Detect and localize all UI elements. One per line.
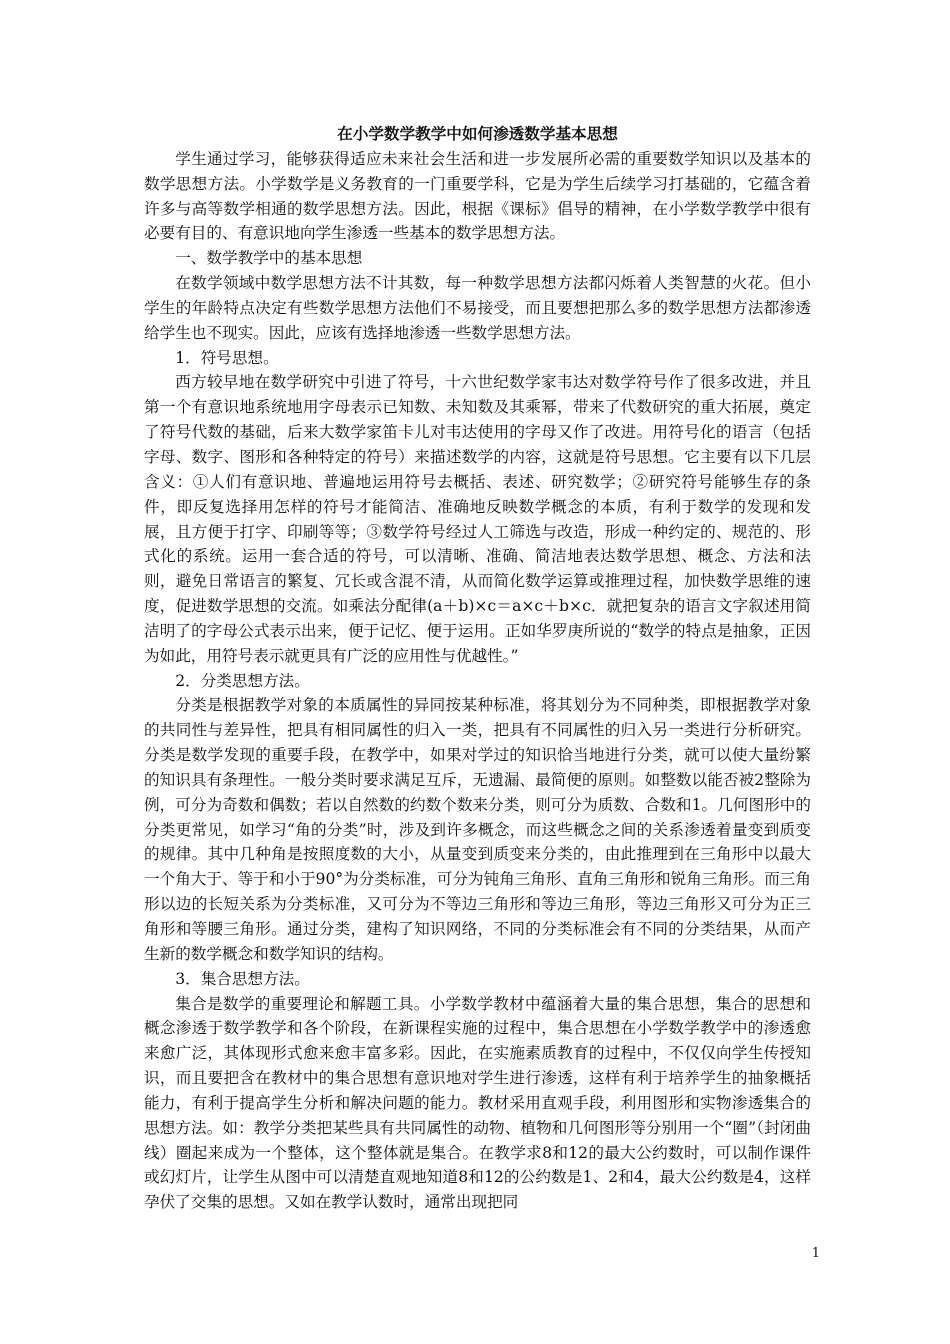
- intro-paragraph: 学生通过学习，能够获得适应未来社会生活和进一步发展所必需的重要数学知识以及基本的数学思想方法。小学数学是义务教育的一门重要学科，它是为学生后续学习打基础的，它蕴含着许多与高等数学相通的数学思想方法。因此，根据《课标》倡导的精神，在小学数学教学中很有必要有目的、有意识地向学生渗透一些基本的数学思想方法。: [144, 149, 811, 243]
- set-theory-paragraph: 集合是数学的重要理论和解题工具。小学数学教材中蕴涵着大量的集合思想，集合的思想和概念渗透于数学教学和各个阶段，在新课程实施的过程中，集合思想在小学数学教学中的渗透愈来愈广泛，其体现形式愈来愈丰富多彩。因此，在实施素质教育的过程中，不仅仅向学生传授知识，而且要把含在教材中的集合思想有意识地对学生进行渗透，这样有利于培养学生的抽象概括能力，有利于提高学生分析和解决问题的能力。教材采用直观手段，利用图形和实物渗透集合的思想方法。如：教学分类把某些具有共同属性的动物、植物和几何图形等分别用一个“圈”（封闭曲线）圈起来成为一个整体，这个整体就是集合。在教学求8和12的最大公约数时，可以制作课件或幻灯片，让学生从图中可以清楚直观地知道8和12的公约数是1、2和4，最大公约数是4，这样孕伏了交集的思想。又如在教学认数时，通常出现把同: [144, 994, 811, 1212]
- document-body: [144, 122, 811, 1215]
- subheading-classification: 2．分类思想方法。: [175, 671, 310, 690]
- subheading-set-theory: 3．集合思想方法。: [175, 969, 310, 988]
- classification-paragraph: 分类是根据教学对象的本质属性的异同按某种标准，将其划分为不同种类，即根据教学对象的共同性与差异性，把具有相同属性的归入一类，把具有不同属性的归入另一类进行分析研究。分类是数学发现的重要手段，在教学中，如果对学过的知识恰当地进行分类，就可以使大量纷繁的知识具有条理性。一般分类时要求满足互斥，无遗漏、最简便的原则。如整数以能否被2整除为例，可分为奇数和偶数；若以自然数的约数个数来分类，则可分为质数、合数和1。几何图形中的分类更常见，如学习“角的分类”时，涉及到许多概念，而这些概念之间的关系渗透着量变到质变的规律。其中几种角是按照度数的大小，从量变到质变来分类的，由此推理到在三角形中以最大一个角大于、等于和小于90°为分类标准，可分为钝角三角形、直角三角形和锐角三角形。而三角形以边的长短关系为分类标准，又可分为不等边三角形和等边三角形，等边三角形又可分为正三角形和等腰三角形。通过分类，建构了知识网络，不同的分类标准会有不同的分类结果，从而产生新的数学概念和数学知识的结构。: [144, 696, 811, 963]
- page-number: 1: [811, 1246, 820, 1261]
- symbol-idea-paragraph: 西方较早地在数学研究中引进了符号，十六世纪数学家韦达对数学符号作了很多改进，并且第一个有意识地系统地用字母表示已知数、未知数及其乘幂，带来了代数研究的重大拓展，奠定了符号代数的基础，后来大数学家笛卡儿对韦达使用的字母又作了改进。用符号化的语言（包括字母、数字、图形和各种特定的符号）来描述数学的内容，这就是符号思想。它主要有以下几层含义：①人们有意识地、普遍地运用符号去概括、表述、研究数学；②研究符号能够生存的条件，即反复选择用怎样的符号才能简洁、准确地反映数学概念的本质，有利于数学的发现和发展，且方便于打字、印刷等等；③数学符号经过人工筛选与改造，形成一种约定的、规范的、形式化的系统。运用一套合适的符号，可以清晰、准确、简洁地表达数学思想、概念、方法和法则，避免日常语言的繁复、冗长或含混不清，从而简化数学运算或推理过程，加快数学思维的速度，促进数学思想的交流。如乘法分配律(a＋b)×c＝a×c＋b×c．就把复杂的语言文字叙述用简洁明了的字母公式表示出来，便于记忆、便于运用。正如华罗庚所说的“数学的特点是抽象，正因为如此，用符号表示就更具有广泛的应用性与优越性。”: [144, 373, 811, 665]
- document-title: 在小学数学教学中如何渗透数学基本思想: [337, 124, 618, 143]
- subheading-symbol-idea: 1．符号思想。: [175, 348, 279, 367]
- section-heading-basic-ideas: 一、数学教学中的基本思想: [175, 249, 363, 268]
- section-intro-paragraph: 在数学领域中数学思想方法不计其数，每一种数学思想方法都闪烁着人类智慧的火花。但小学生的年龄特点决定有些数学思想方法他们不易接受，而且要想把那么多的数学思想方法都渗透给学生也不现实。因此，应该有选择地渗透一些数学思想方法。: [144, 274, 811, 342]
